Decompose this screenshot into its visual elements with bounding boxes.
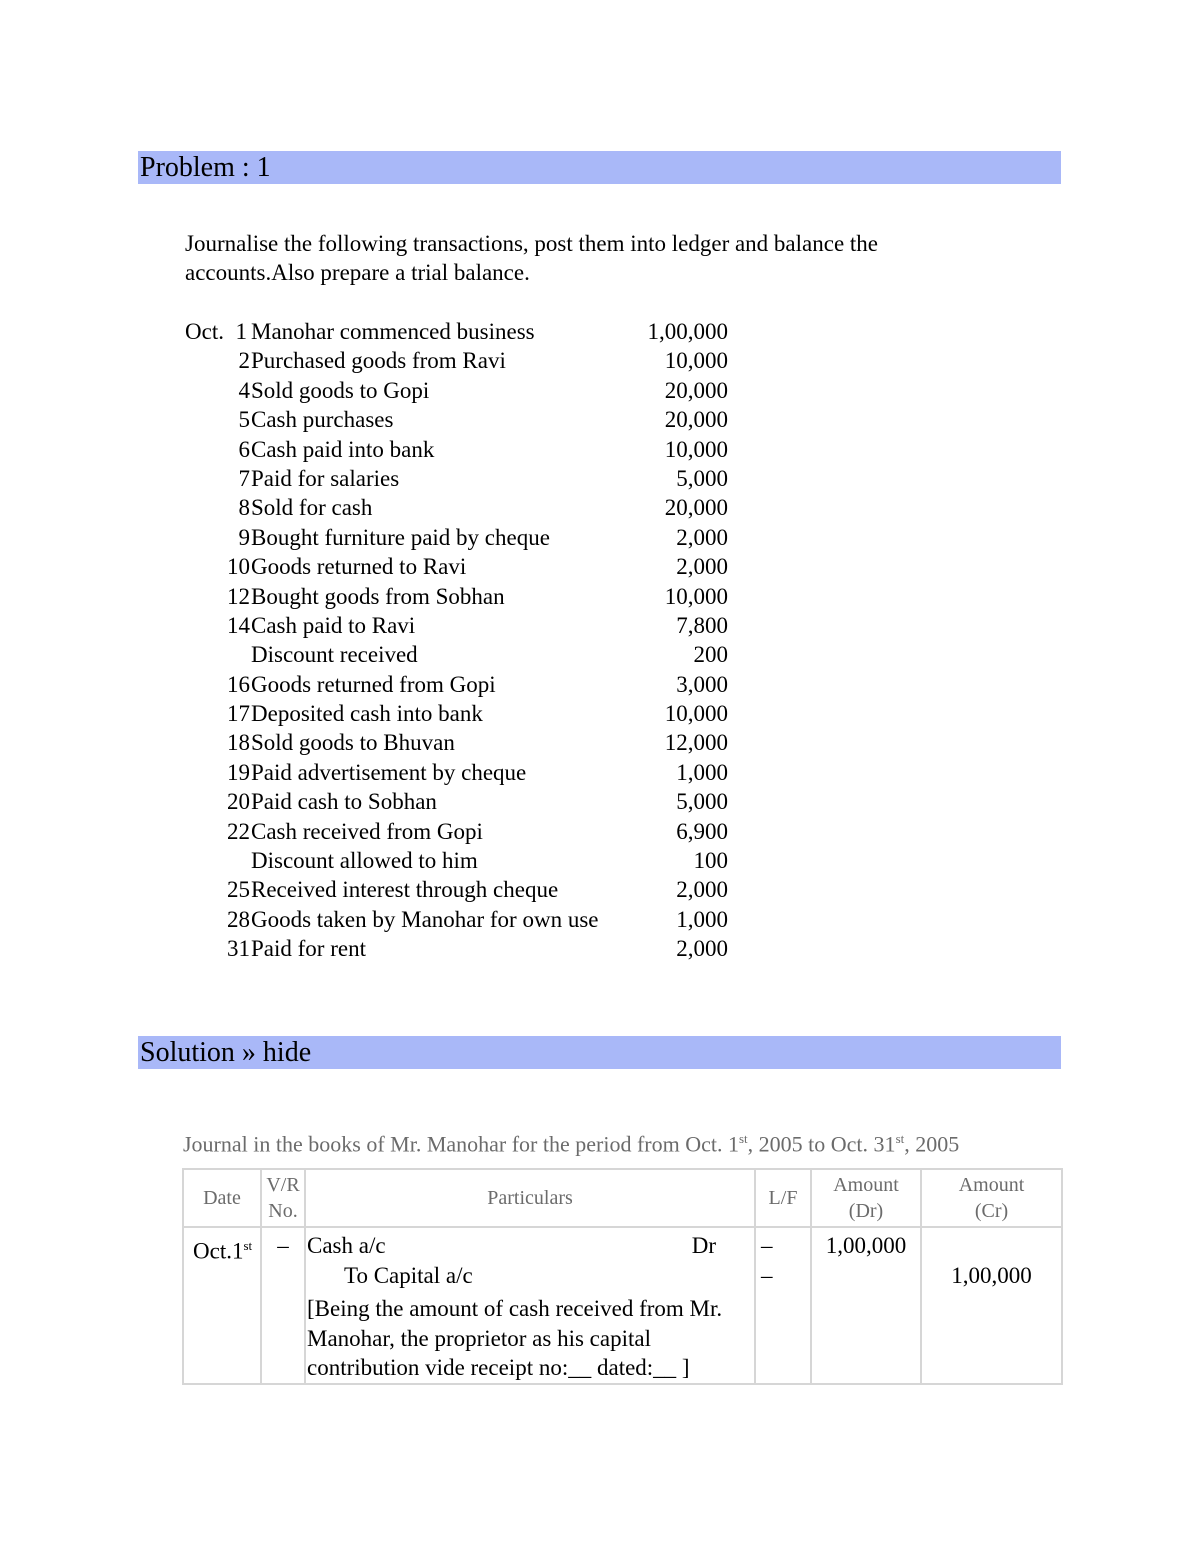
transaction-row bbox=[185, 346, 745, 375]
transaction-description: Purchased goods from Ravi bbox=[251, 348, 506, 374]
transaction-description: Cash purchases bbox=[251, 407, 394, 433]
transaction-amount: 2,000 bbox=[676, 554, 728, 580]
transaction-amount: 20,000 bbox=[664, 407, 728, 433]
transaction-description: Cash paid into bank bbox=[251, 436, 435, 462]
transaction-day: 22 bbox=[227, 818, 250, 844]
transaction-day: 10 bbox=[227, 554, 250, 580]
transaction-row bbox=[185, 317, 745, 346]
debit-account: Cash a/c bbox=[307, 1233, 386, 1258]
transaction-amount: 10,000 bbox=[664, 348, 728, 374]
solution-toggle[interactable]: Solution » hide bbox=[138, 1036, 1061, 1069]
transaction-row bbox=[185, 640, 745, 669]
transaction-row bbox=[185, 787, 745, 816]
transaction-list bbox=[185, 317, 745, 964]
transaction-row bbox=[185, 435, 745, 464]
transaction-day: 8 bbox=[238, 495, 250, 521]
transaction-day: 28 bbox=[227, 906, 250, 932]
transaction-day: 7 bbox=[238, 465, 250, 491]
journal-table bbox=[182, 1168, 1063, 1385]
transaction-amount: 1,000 bbox=[676, 759, 728, 785]
transaction-row bbox=[185, 728, 745, 757]
transaction-row bbox=[185, 405, 745, 434]
transaction-description: Sold goods to Bhuvan bbox=[251, 730, 455, 756]
transaction-description: Discount allowed to him bbox=[251, 848, 478, 874]
transaction-description: Sold goods to Gopi bbox=[251, 377, 430, 403]
entry-narration: [Being the amount of cash received from Mr. Manohar, the proprietor as his capital contribution vide receipt no:__ dated:__ ] bbox=[307, 1296, 723, 1380]
transaction-description: Goods returned from Gopi bbox=[251, 671, 496, 697]
transaction-description: Cash paid to Ravi bbox=[251, 612, 416, 638]
transaction-row bbox=[185, 523, 745, 552]
transaction-amount: 7,800 bbox=[676, 612, 728, 638]
transaction-amount: 12,000 bbox=[664, 730, 728, 756]
header-amount-cr: Amount (Cr) bbox=[921, 1169, 1062, 1227]
header-particulars: Particulars bbox=[305, 1169, 755, 1227]
transaction-day: 5 bbox=[238, 407, 250, 433]
journal-header-row bbox=[183, 1169, 1062, 1227]
transaction-day: 4 bbox=[238, 377, 250, 403]
transaction-day: 20 bbox=[227, 789, 250, 815]
transaction-row bbox=[185, 846, 745, 875]
transaction-row bbox=[185, 699, 745, 728]
transaction-description: Goods taken by Manohar for own use bbox=[251, 906, 599, 932]
credit-account: To Capital a/c bbox=[344, 1262, 473, 1288]
transaction-amount: 10,000 bbox=[664, 436, 728, 462]
transaction-amount: 2,000 bbox=[676, 524, 728, 550]
transaction-row bbox=[185, 817, 745, 846]
transaction-description: Cash received from Gopi bbox=[251, 818, 483, 844]
transaction-day: 12 bbox=[227, 583, 250, 609]
transaction-day: 31 bbox=[227, 936, 250, 962]
transaction-day: 6 bbox=[238, 436, 250, 462]
transaction-day: 14 bbox=[227, 612, 250, 638]
transaction-amount: 20,000 bbox=[664, 377, 728, 403]
transaction-description: Sold for cash bbox=[251, 495, 373, 521]
entry-lf: – – bbox=[755, 1227, 811, 1384]
entry-amount-cr: 1,00,000 bbox=[921, 1227, 1062, 1384]
transaction-day: 16 bbox=[227, 671, 250, 697]
transaction-row bbox=[185, 758, 745, 787]
transaction-description: Bought goods from Sobhan bbox=[251, 583, 505, 609]
entry-vr-no: – bbox=[261, 1227, 305, 1384]
transaction-amount: 200 bbox=[693, 642, 728, 668]
transaction-day: 17 bbox=[227, 701, 250, 727]
transaction-amount: 10,000 bbox=[664, 583, 728, 609]
transaction-amount: 100 bbox=[693, 848, 728, 874]
transaction-description: Paid advertisement by cheque bbox=[251, 759, 527, 785]
transaction-row bbox=[185, 934, 745, 963]
transaction-description: Paid for rent bbox=[251, 936, 366, 962]
transaction-amount: 1,00,000 bbox=[647, 319, 728, 344]
transaction-description: Bought furniture paid by cheque bbox=[251, 524, 550, 550]
transaction-amount: 5,000 bbox=[676, 789, 728, 815]
transaction-row bbox=[185, 875, 745, 904]
transaction-row bbox=[185, 905, 745, 934]
header-vr-no: V/R No. bbox=[261, 1169, 305, 1227]
transaction-day: 1 bbox=[235, 319, 247, 344]
transaction-amount: 5,000 bbox=[676, 465, 728, 491]
transaction-description: Paid cash to Sobhan bbox=[251, 789, 437, 815]
transaction-amount: 2,000 bbox=[676, 877, 728, 903]
transaction-description: Manohar commenced business bbox=[251, 319, 535, 344]
header-lf: L/F bbox=[755, 1169, 811, 1227]
problem-intro: Journalise the following transactions, post them into ledger and balance the accounts.Also prepare a trial balance. bbox=[185, 231, 879, 285]
entry-date: Oct.1st bbox=[183, 1227, 261, 1384]
transaction-day: 2 bbox=[238, 348, 250, 374]
transaction-amount: 1,000 bbox=[676, 906, 728, 932]
transaction-day: 19 bbox=[227, 759, 250, 785]
entry-particulars bbox=[305, 1227, 755, 1384]
transaction-row bbox=[185, 611, 745, 640]
header-amount-dr: Amount (Dr) bbox=[811, 1169, 921, 1227]
header-date: Date bbox=[183, 1169, 261, 1227]
transaction-row bbox=[185, 464, 745, 493]
transaction-row bbox=[185, 493, 745, 522]
transaction-amount: 10,000 bbox=[664, 701, 728, 727]
problem-heading: Problem : 1 bbox=[138, 151, 1061, 184]
transaction-day: 18 bbox=[227, 730, 250, 756]
transaction-row bbox=[185, 552, 745, 581]
entry-amount-dr: 1,00,000 bbox=[811, 1227, 921, 1384]
transaction-description: Received interest through cheque bbox=[251, 877, 559, 903]
transaction-row bbox=[185, 376, 745, 405]
transaction-day: 25 bbox=[227, 877, 250, 903]
transaction-description: Paid for salaries bbox=[251, 465, 400, 491]
transaction-amount: 6,900 bbox=[676, 818, 728, 844]
transaction-day: 9 bbox=[238, 524, 250, 550]
transaction-description: Goods returned to Ravi bbox=[251, 554, 467, 580]
transaction-description: Deposited cash into bank bbox=[251, 701, 483, 727]
dr-marker: Dr bbox=[691, 1233, 716, 1258]
journal-caption: Journal in the books of Mr. Manohar for the period from Oct. 1st, 2005 to Oct. 31st, 2005 bbox=[183, 1131, 960, 1157]
transaction-row bbox=[185, 582, 745, 611]
transaction-amount: 3,000 bbox=[676, 671, 728, 697]
transaction-month: Oct. bbox=[185, 319, 224, 344]
transaction-amount: 20,000 bbox=[664, 495, 728, 521]
transaction-description: Discount received bbox=[251, 642, 418, 668]
transaction-amount: 2,000 bbox=[676, 936, 728, 962]
transaction-row bbox=[185, 670, 745, 699]
journal-entry-row bbox=[183, 1227, 1062, 1384]
